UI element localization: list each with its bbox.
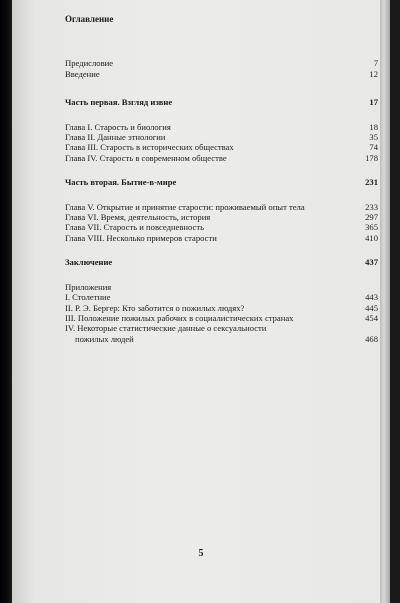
toc-entry-chapter-6[interactable] [65,212,378,222]
toc-entry-chapter-4[interactable] [65,153,378,163]
toc-entry-label: Глава II. Данные этнологии [65,132,166,143]
toc-entry-label: I. Столетние [65,292,111,303]
toc-appendix-4-line2[interactable] [65,334,378,344]
page-number: 5 [198,548,204,559]
toc-part-page: 231 [365,177,378,188]
toc-entry-label: IV. Некоторые статистические данные о сексуальности [65,323,267,334]
toc-entry-page: 454 [365,312,378,323]
toc-appendices-title: Приложения [65,281,112,292]
toc-part-label: Часть вторая. Бытие-в-мире [65,177,177,188]
toc-entry-label: III. Положение пожилых рабочих в социалистических странах [65,312,294,323]
toc-entry-page: 12 [369,68,378,79]
toc-part-one[interactable] [65,97,378,107]
toc-entry-label: Глава IV. Старость в современном обществе [65,152,227,163]
toc-entry-page: 178 [365,152,378,163]
toc-entry-page: 233 [365,201,378,212]
toc-entry-label: Глава VII. Старость и повседневность [65,222,205,233]
toc-entry-page: 365 [365,222,378,233]
toc-entry-label: Глава III. Старость в исторических обществах [65,142,234,153]
toc-entry-page: 468 [365,333,378,344]
toc-appendices-heading [65,282,378,292]
toc-conclusion[interactable] [65,257,378,267]
toc-entry-page: 74 [369,142,378,153]
toc-entry-page: 445 [365,302,378,313]
toc-entry-page: 297 [365,212,378,223]
toc-entry-label: Глава VI. Время, деятельность, история [65,212,211,223]
toc-entry-page: 18 [369,121,378,132]
toc-entry-preface[interactable] [65,58,378,68]
book-page [12,0,390,603]
toc-appendix-2[interactable] [65,303,378,313]
toc-appendix-3[interactable] [65,313,378,323]
toc-entry-chapter-7[interactable] [65,222,378,232]
toc-appendix-4-line1[interactable] [65,323,378,333]
toc-entry-label: Глава VIII. Несколько примеров старости [65,232,217,243]
toc-entry-page: 443 [365,292,378,303]
table-of-contents [65,14,378,344]
toc-entry-page: 410 [365,232,378,243]
toc-entry-chapter-1[interactable] [65,122,378,132]
toc-entry-page: 35 [369,132,378,143]
toc-entry-chapter-8[interactable] [65,233,378,243]
toc-title: Оглавление [65,14,114,24]
book-spine [0,0,12,603]
toc-entry-page: 7 [373,58,378,69]
toc-part-label: Часть первая. Взгляд извне [65,97,173,108]
toc-part-label: Заключение [65,257,113,268]
toc-part-page: 437 [365,257,378,268]
toc-entry-label-continued: пожилых людей [75,333,134,344]
toc-part-two[interactable] [65,177,378,187]
page-edge [380,0,390,603]
toc-entry-label: Введение [65,68,100,79]
toc-entry-introduction[interactable] [65,69,378,79]
toc-entry-chapter-2[interactable] [65,132,378,142]
toc-entry-chapter-5[interactable] [65,202,378,212]
toc-entry-label: Глава V. Открытие и принятие старости: проживаемый опыт тела [65,201,305,212]
toc-appendix-1[interactable] [65,292,378,302]
toc-entry-label: Предисловие [65,58,114,69]
toc-part-page: 17 [369,97,378,108]
toc-entry-label: Глава I. Старость и биология [65,121,171,132]
toc-entry-chapter-3[interactable] [65,142,378,152]
toc-entry-label: II. Р. Э. Бергер: Кто заботится о пожилых людях? [65,302,245,313]
